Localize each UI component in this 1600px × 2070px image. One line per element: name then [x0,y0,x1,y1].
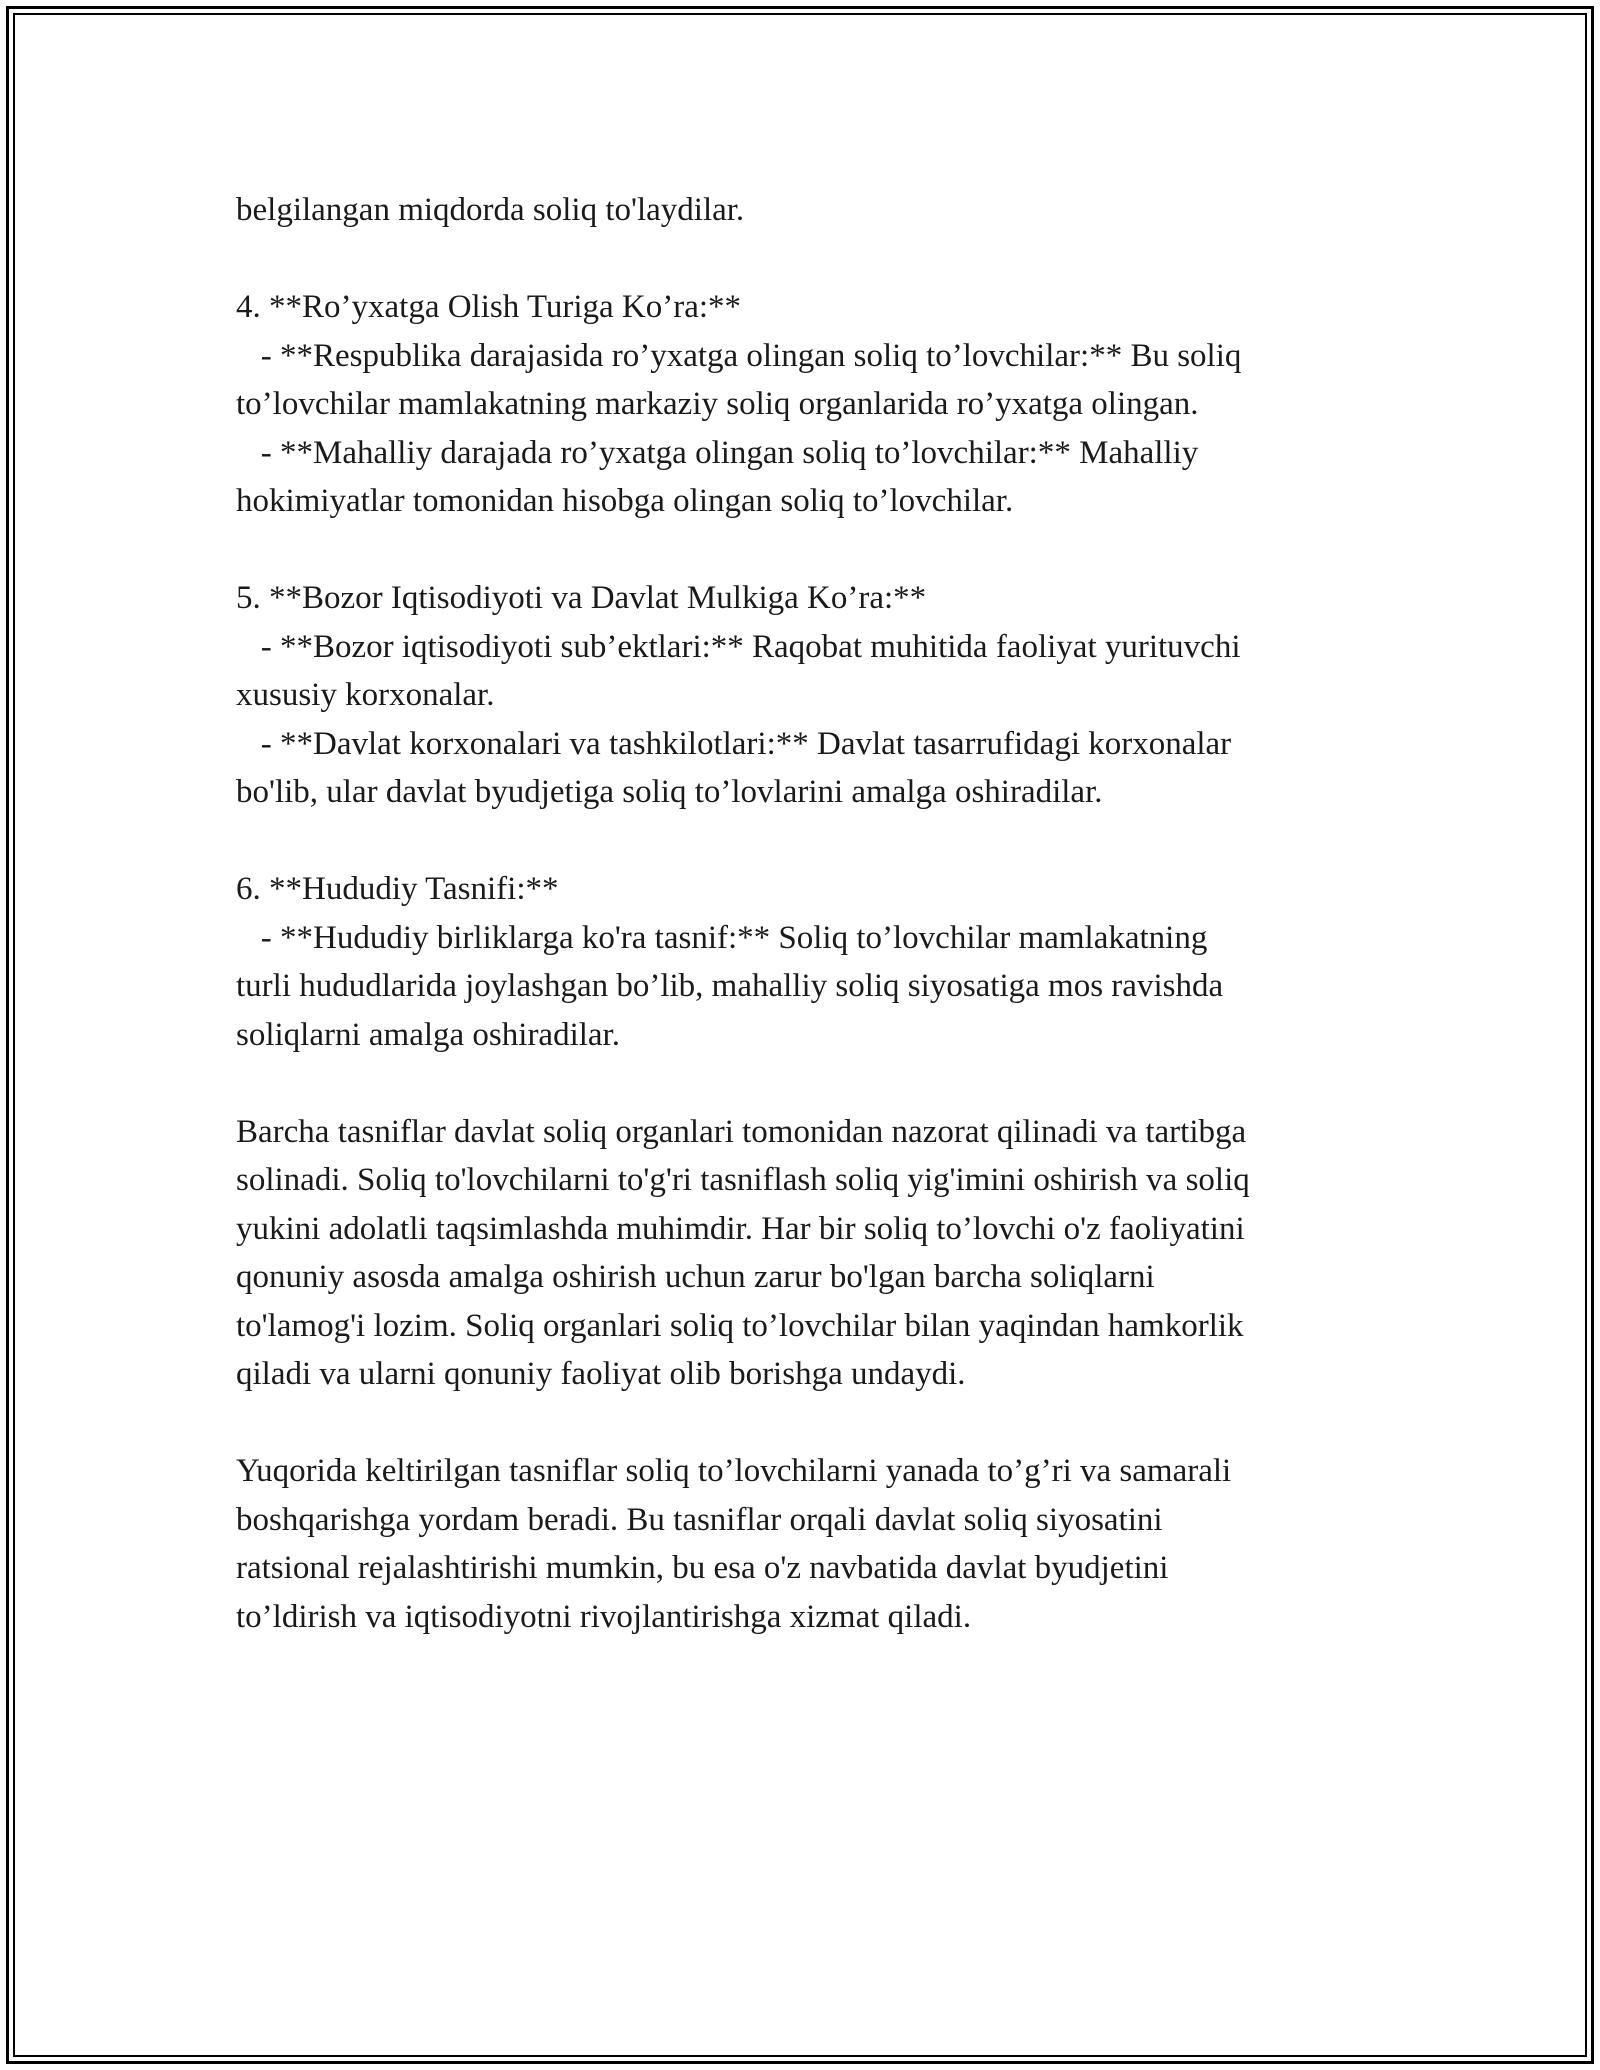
text-line: turli hududlarida joylashgan bo’lib, mahalliy soliq siyosatiga mos ravishda [236,968,1224,1004]
text-line: Yuqorida keltirilgan tasniflar soliq to’lovchilarni yanada to’g’ri va samarali [236,1453,1232,1489]
section-heading: 5. **Bozor Iqtisodiyoti va Davlat Mulkiga Ko’ra:** [236,580,927,616]
text-line: ratsional rejalashtirishi mumkin, bu esa o'z navbatida davlat byudjetini [236,1550,1169,1586]
section-heading: 6. **Hududiy Tasnifi:** [236,871,559,907]
paragraph-gap [236,1059,1376,1108]
text-line: qiladi va ularni qonuniy faoliyat olib borishga undaydi. [236,1356,966,1392]
text-line: to'lamog'i lozim. Soliq organlari soliq to’lovchilar bilan yaqindan hamkorlik [236,1307,1244,1344]
document-body [236,186,1376,1641]
text-line: hokimiyatlar tomonidan hisobga olingan soliq to’lovchilar. [236,483,1014,519]
text-line: - **Davlat korxonalari va tashkilotlari:** Davlat tasarrufidagi korxonalar [236,725,1232,762]
text-line: - **Mahalliy darajada ro’yxatga olingan soliq to’lovchilar:** Mahalliy [236,434,1199,471]
text-line: - **Hududiy birliklarga ko'ra tasnif:** Soliq to’lovchilar mamlakatning [236,919,1208,956]
text-line: to’ldirish va iqtisodiyotni rivojlantirishga xizmat qiladi. [236,1598,972,1635]
text-line: Barcha tasniflar davlat soliq organlari tomonidan nazorat qilinadi va tartibga [236,1113,1247,1150]
paragraph-gap [236,817,1376,866]
paragraph-gap [236,526,1376,575]
paragraph-gap [236,235,1376,284]
text-line: - **Respublika darajasida ro’yxatga olingan soliq to’lovchilar:** Bu soliq [236,337,1242,374]
section-heading: 4. **Ro’yxatga Olish Turiga Ko’ra:** [236,289,742,325]
text-line: - **Bozor iqtisodiyoti sub’ektlari:** Raqobat muhitida faoliyat yurituvchi [236,628,1241,665]
text-line: belgilangan miqdorda soliq to'laydilar. [236,192,745,228]
text-line: xususiy korxonalar. [236,677,495,713]
text-line: soliqlarni amalga oshiradilar. [236,1016,620,1053]
text-line: solinadi. Soliq to'lovchilarni to'g'ri tasniflash soliq yig'imini oshirish va soliq [236,1162,1250,1198]
text-line: yukini adolatli taqsimlashda muhimdir. Har bir soliq to’lovchi o'z faoliyatini [236,1210,1245,1247]
text-line: bo'lib, ular davlat byudjetiga soliq to’lovlarini amalga oshiradilar. [236,774,1103,810]
text-line: boshqarishga yordam beradi. Bu tasniflar orqali davlat soliq siyosatini [236,1501,1163,1538]
paragraph-gap [236,1399,1376,1448]
text-line: to’lovchilar mamlakatning markaziy soliq organlarida ro’yxatga olingan. [236,386,1199,422]
text-line: qonuniy asosda amalga oshirish uchun zarur bo'lgan barcha soliqlarni [236,1259,1155,1295]
